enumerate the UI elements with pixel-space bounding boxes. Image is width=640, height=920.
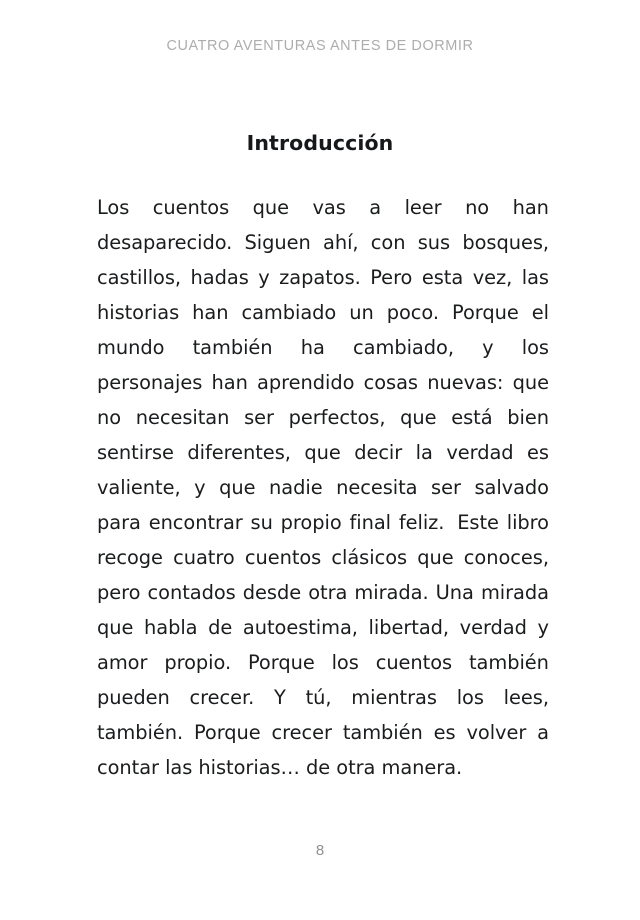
body-word: Siguen <box>244 231 311 254</box>
body-word: habla <box>144 616 198 639</box>
body-word: recoge <box>97 546 163 569</box>
body-word: cambiado <box>241 301 337 324</box>
body-word: que <box>304 441 341 464</box>
body-word: propio <box>280 511 342 534</box>
body-word: libertad, <box>368 616 450 639</box>
body-word: autoestima, <box>242 616 358 639</box>
body-text-line <box>97 260 549 295</box>
body-text-line <box>97 225 549 260</box>
body-text-line <box>97 715 549 750</box>
body-word: cuentos <box>244 546 322 569</box>
body-word: tú, <box>305 686 332 709</box>
body-word: valiente, <box>97 476 181 499</box>
body-word: Este <box>457 511 499 534</box>
body-word: también <box>192 336 273 359</box>
body-word: amor <box>97 651 148 674</box>
body-word: ahí, <box>323 231 359 254</box>
body-word: y <box>537 616 549 639</box>
body-word: a <box>537 721 549 744</box>
body-text-block <box>97 190 549 785</box>
body-word: vez, <box>472 266 513 289</box>
body-word: es <box>527 441 549 464</box>
body-word: mirada. <box>354 581 429 604</box>
body-word: desaparecido. <box>97 231 233 254</box>
body-word: y <box>482 336 494 359</box>
body-word: libro <box>506 511 549 534</box>
body-word: no <box>97 406 122 429</box>
running-header: CUATRO AVENTURAS ANTES DE DORMIR <box>166 38 474 54</box>
body-word: castillos, <box>97 266 182 289</box>
body-word: salvado <box>474 476 549 499</box>
body-text-line <box>97 645 549 680</box>
body-text-line <box>97 435 549 470</box>
body-word: sus <box>417 231 451 254</box>
body-text-line <box>97 400 549 435</box>
body-word: está <box>451 406 493 429</box>
body-word: vas <box>312 196 346 219</box>
body-word: de <box>208 616 233 639</box>
body-text-line <box>97 610 549 645</box>
body-word: los <box>331 651 359 674</box>
body-word: que <box>97 616 134 639</box>
body-word: zapatos. <box>279 266 361 289</box>
body-word: cuentos <box>375 651 453 674</box>
body-word: encontrar <box>148 511 243 534</box>
body-word: ser <box>244 406 274 429</box>
body-word: poco. <box>386 301 440 324</box>
body-word: han <box>192 301 229 324</box>
body-word: perfectos, <box>288 406 386 429</box>
body-text-line <box>97 470 549 505</box>
body-word: ser <box>431 476 461 499</box>
body-word: para <box>97 511 141 534</box>
body-text-line: contar las historias… de otra manera. <box>97 756 463 779</box>
body-word: verdad <box>459 616 527 639</box>
body-word: que <box>400 406 437 429</box>
body-word: a <box>369 196 382 219</box>
body-word: diferentes, <box>187 441 291 464</box>
body-word: Porque <box>452 301 519 324</box>
body-text-line <box>97 295 549 330</box>
body-word: es <box>433 721 456 744</box>
body-word: también <box>468 651 549 674</box>
body-word: no <box>465 196 490 219</box>
body-word: Los <box>97 196 130 219</box>
body-word: la <box>415 441 433 464</box>
body-word: un <box>349 301 374 324</box>
body-word: necesita <box>336 476 418 499</box>
body-word: feliz. <box>398 511 445 534</box>
body-word: decir <box>354 441 403 464</box>
body-word: han <box>211 371 248 394</box>
body-text-line <box>97 365 549 400</box>
body-word: esta <box>421 266 464 289</box>
body-word: Pero <box>370 266 413 289</box>
body-text-line <box>97 330 549 365</box>
body-text-line <box>97 680 549 715</box>
body-text-line <box>97 540 549 575</box>
body-word: verdad <box>446 441 514 464</box>
body-word: otra <box>308 581 348 604</box>
body-word: con <box>370 231 406 254</box>
body-word: pero <box>97 581 141 604</box>
body-text-line <box>97 505 549 540</box>
body-word: que <box>252 196 289 219</box>
body-word: y <box>258 266 270 289</box>
body-word: cosas <box>363 371 418 394</box>
body-word: historias <box>97 301 180 324</box>
body-word: Porque <box>247 651 315 674</box>
body-word: final <box>349 511 391 534</box>
body-word: cuatro <box>173 546 235 569</box>
body-word: que <box>417 546 454 569</box>
body-word: que <box>219 476 256 499</box>
body-word: han <box>512 196 549 219</box>
body-word: y <box>194 476 206 499</box>
body-word: sentirse <box>97 441 174 464</box>
body-word: personajes <box>97 371 203 394</box>
body-word: Una <box>435 581 474 604</box>
body-word: las <box>521 266 549 289</box>
body-word: también <box>342 721 423 744</box>
body-word: mundo <box>97 336 165 359</box>
body-word: nuevas: <box>427 371 504 394</box>
body-word: mirada <box>480 581 549 604</box>
body-word: Porque <box>193 721 261 744</box>
body-word: cuentos <box>152 196 230 219</box>
body-word: bosques, <box>462 231 549 254</box>
body-word: desde <box>242 581 302 604</box>
body-word: también. <box>97 721 184 744</box>
body-word: cambiado, <box>353 336 454 359</box>
body-word: que <box>512 371 549 394</box>
body-word: conoces, <box>463 546 549 569</box>
body-word: su <box>250 511 273 534</box>
body-word: propio. <box>164 651 232 674</box>
page-title: Introducción <box>246 130 394 155</box>
body-word: Y <box>274 686 286 709</box>
body-word: contados <box>147 581 236 604</box>
body-word: clásicos <box>331 546 408 569</box>
body-word: volver <box>466 721 527 744</box>
body-text-line <box>97 190 549 225</box>
body-text-line <box>97 575 549 610</box>
body-word: los <box>521 336 549 359</box>
body-word: pueden <box>97 686 170 709</box>
body-word: hadas <box>190 266 249 289</box>
body-word: bien <box>507 406 549 429</box>
body-word: crecer <box>271 721 332 744</box>
page-number: 8 <box>315 842 325 859</box>
body-word: el <box>531 301 549 324</box>
body-word: leer <box>404 196 442 219</box>
body-word: necesitan <box>135 406 230 429</box>
body-word: crecer. <box>189 686 255 709</box>
body-word: ha <box>300 336 325 359</box>
body-word: los <box>456 686 484 709</box>
body-word: nadie <box>269 476 323 499</box>
body-word: mientras <box>351 686 437 709</box>
body-word: lees, <box>503 686 549 709</box>
body-word: aprendido <box>257 371 355 394</box>
